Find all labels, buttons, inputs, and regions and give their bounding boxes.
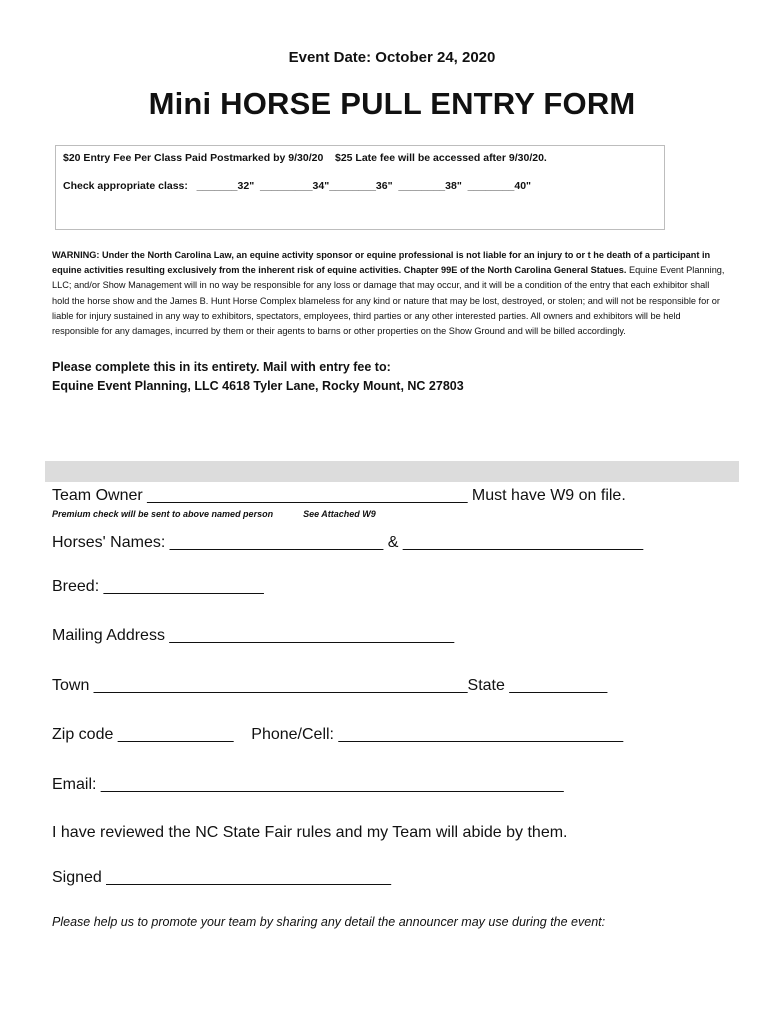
page-title: Mini HORSE PULL ENTRY FORM	[148, 86, 636, 121]
email-field[interactable]: Email: ____________________________________________________	[52, 776, 564, 793]
event-date: Event Date: October 24, 2020	[288, 49, 496, 66]
team-owner-notes: Premium check will be sent to above named person See Attached W9	[52, 509, 376, 519]
class-selection-text[interactable]: Check appropriate class: _______32" _________34"________36" ________38" ________40"	[63, 180, 532, 192]
entry-fee-text: $20 Entry Fee Per Class Paid Postmarked by 9/30/20 $25 Late fee will be accessed after 9/30/20.	[63, 152, 547, 164]
warning-paragraph	[52, 248, 728, 339]
team-owner-field[interactable]: Team Owner ____________________________________ Must have W9 on file.	[52, 487, 626, 504]
mailing-instructions: Please complete this in its entirety. Mail with entry fee to:	[52, 360, 391, 374]
warning-body-text: Equine Event Planning, LLC; and/or Show Management will in no way be responsible for any loss or damage that may occur, and it will be a condition of the entry that each exhibitor shall hold the horse show and the James B. Hunt Horse Complex blameless for any kind or nature that may be lost, destroyed, or stolen; and will not be responsible for or liable for injury sustained in any way to exhibitors, spectators, employees, third parties or any other interested parties. All owners and exhibitors will be held responsible for any damages, incurred by them or their agents to barns or other properties on the Show Ground and will be billed accordingly.	[52, 265, 725, 337]
rules-acknowledgement: I have reviewed the NC State Fair rules and my Team will abide by them.	[52, 824, 568, 841]
signature-field[interactable]: Signed ________________________________	[52, 869, 392, 886]
zip-phone-field[interactable]: Zip code _____________ Phone/Cell: ________________________________	[52, 726, 624, 743]
breed-field[interactable]: Breed: __________________	[52, 578, 264, 595]
mailing-address: Equine Event Planning, LLC 4618 Tyler Lane, Rocky Mount, NC 27803	[52, 379, 464, 393]
town-state-field[interactable]: Town __________________________________________State ___________	[52, 677, 608, 694]
promote-team-prompt: Please help us to promote your team by sharing any detail the announcer may use during the event:	[52, 915, 606, 929]
warning-bold-text: WARNING: Under the North Carolina Law, an equine activity sponsor or equine professional is not liable for an injury to or t he death of a participant in equine activities resulting exclusively from the inherent risk of equine activities. Chapter 99E of the North Carolina General Statues.	[52, 250, 711, 276]
mailing-address-field[interactable]: Mailing Address ________________________________	[52, 627, 455, 644]
horses-names-field[interactable]: Horses' Names: ________________________ & ___________________________	[52, 534, 644, 551]
section-divider-band	[45, 461, 739, 482]
